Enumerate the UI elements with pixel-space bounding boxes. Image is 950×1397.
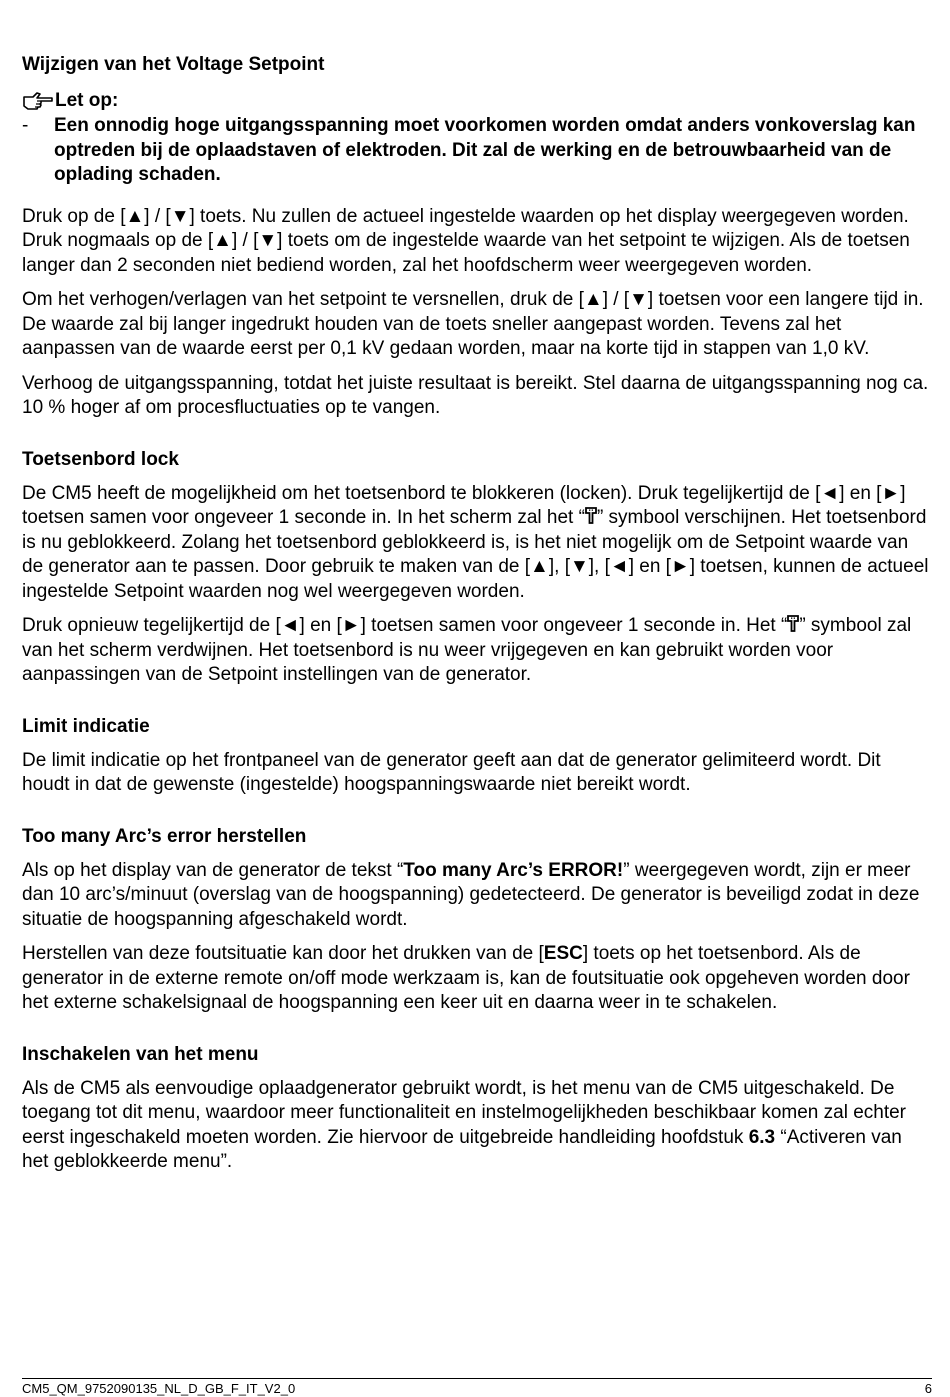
note-heading bbox=[22, 89, 932, 113]
paragraph: Druk op de [▲] / [▼] toets. Nu zullen de actueel ingestelde waarden op het display weergegeven worden. Druk nogmaals op de [▲] / [▼] toets om de ingestelde waarde van het setpoint te wijzigen. Als de toetsen langer dan 2 seconden niet bediend worden, zal het hoofdscherm weer weergegeven worden. bbox=[22, 205, 910, 276]
text-run: ” symbool verschijnen. Het toetsenbord is nu geblokkeerd. Zolang het toetsenbord geblokkeerd is, is het niet mogelijk om de Setpoint waarde van de generator aan te passen. Door gebruik te maken van de [▲], [▼], [◄] en [►] toetsen, kunnen de actueel ingestelde Setpoint waarden nog wel weergegeven worden. bbox=[22, 507, 929, 602]
keyboard-lock-icon bbox=[585, 507, 597, 524]
document-page bbox=[22, 52, 932, 1175]
text-run: “Activeren van het geblokkeerde menu”. bbox=[22, 1126, 902, 1172]
paragraph bbox=[22, 859, 932, 933]
paragraph bbox=[22, 1077, 932, 1175]
paragraph: De limit indicatie op het frontpaneel van de generator geeft aan dat de generator gelimiteerd wordt. Dit houdt in dat de gewenste (ingestelde) hoogspanningswaarde niet bereikt wordt. bbox=[22, 749, 881, 795]
section-title-arcs: Too many Arc’s error herstellen bbox=[22, 825, 307, 847]
section-keyboard-lock bbox=[22, 447, 932, 688]
text-run: Herstellen van deze foutsituatie kan door het drukken van de [ bbox=[22, 943, 544, 964]
error-text: Too many Arc’s ERROR! bbox=[403, 859, 624, 881]
paragraph bbox=[22, 614, 932, 688]
esc-key-label: ESC bbox=[543, 943, 583, 964]
text-run: De CM5 heeft de mogelijkheid om het toetsenbord te blokkeren (locken). Druk tegelijkertijd de [◄] en [►] toetsen samen voor ongeveer 1 seconde in. In het scherm zal het “ bbox=[22, 482, 906, 528]
section-limit bbox=[22, 714, 932, 798]
paragraph: Om het verhogen/verlagen van het setpoint te versnellen, druk de [▲] / [▼] toetsen voor een langere tijd in. De waarde zal bij langer ingedrukt houden van de toets sneller aangepast worden. Tevens zal het aanpassen van de waarde eerst per 0,1 kV gedaan worden, maar na korte tijd in stappen van 1,0 kV. bbox=[22, 289, 924, 359]
text-run: ” symbool zal van het scherm verdwijnen. Het toetsenbord is nu weer vrijgegeven en kan gebruikt worden voor aanpassingen van de Setpoint instellingen van de generator. bbox=[22, 615, 912, 685]
section-title-lock: Toetsenbord lock bbox=[22, 448, 179, 470]
section-menu bbox=[22, 1042, 932, 1175]
text-run: Als op het display van de generator de tekst “ bbox=[22, 859, 404, 881]
section-arcs-error bbox=[22, 824, 932, 1016]
text-run: Druk opnieuw tegelijkertijd de [◄] en [►] toetsen samen voor ongeveer 1 seconde in. Het “ bbox=[22, 615, 788, 636]
section-title-limit: Limit indicatie bbox=[22, 715, 150, 737]
pointing-hand-icon bbox=[22, 89, 54, 111]
keyboard-lock-icon bbox=[787, 615, 799, 632]
paragraph: Verhoog de uitgangsspanning, totdat het juiste resultaat is bereikt. Stel daarna de uitgangsspanning nog ca. 10 % hoger af om procesfluctuaties op te vangen. bbox=[22, 372, 929, 418]
note-item bbox=[22, 114, 932, 188]
section-voltage-setpoint bbox=[22, 52, 932, 421]
text-run: ] toets op het toetsenbord. Als de generator in de externe remote on/off mode werkzaam is, kan de foutsituatie ook opgeheven worden door het externe schakelsignaal de hoogspanning een keer uit en daarna weer in te schakelen. bbox=[22, 943, 910, 1013]
note-dash: - bbox=[22, 115, 29, 136]
page-number: 6 bbox=[924, 1381, 932, 1396]
paragraph bbox=[22, 482, 932, 605]
text-run: Als de CM5 als eenvoudige oplaadgenerator gebruikt wordt, is het menu van de CM5 uitgeschakeld. De toegang tot dit menu, waardoor meer functionaliteit en instelmogelijkheden beschikbaar komen zal echter eerst ingeschakeld moeten worden. Zie hiervoor de uitgebreide handleiding hoofdstuk bbox=[22, 1077, 907, 1148]
document-id: CM5_QM_9752090135_NL_D_GB_F_IT_V2_0 bbox=[22, 1381, 296, 1396]
text-run: ” weergegeven wordt, zijn er meer dan 10 arc’s/minuut (overslag van de hoogspanning) gedetecteerd. De generator is beveiligd zodat in deze situatie de hoogspanning afgeschakeld wordt. bbox=[22, 859, 920, 930]
section-title-voltage: Wijzigen van het Voltage Setpoint bbox=[22, 54, 325, 75]
chapter-reference: 6.3 bbox=[748, 1126, 776, 1148]
paragraph bbox=[22, 942, 932, 1016]
note-label: Let op: bbox=[55, 90, 119, 111]
page-footer bbox=[22, 1378, 932, 1396]
note-text: Een onnodig hoge uitgangsspanning moet voorkomen worden omdat anders vonkoverslag kan optreden bij de oplaadstaven of elektroden. Dit zal de werking en de betrouwbaarheid van de oplading schaden. bbox=[54, 115, 916, 185]
section-title-menu: Inschakelen van het menu bbox=[22, 1043, 259, 1065]
